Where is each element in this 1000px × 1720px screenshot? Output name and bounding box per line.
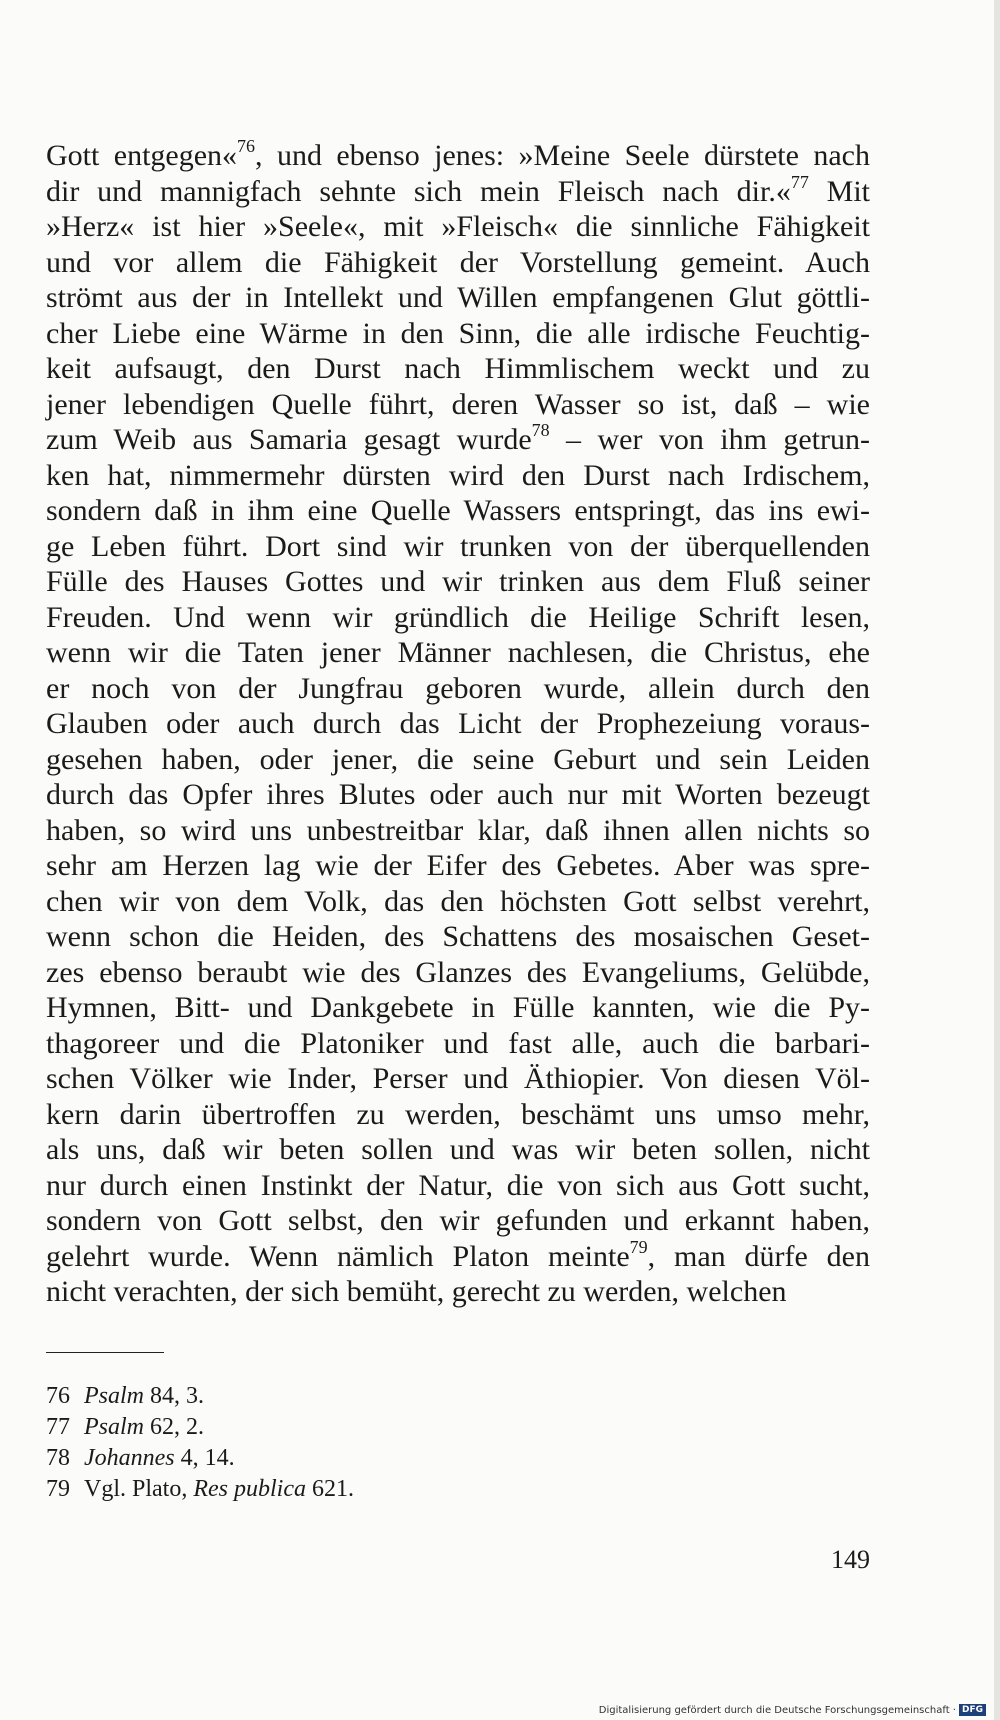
text-line <box>46 422 870 458</box>
text-segment: »Herz« ist hier »Seele«, mit »Fleisch« die sinnliche Fähigkeit <box>46 210 870 243</box>
footnote-reference: 4, 14. <box>174 1445 235 1471</box>
text-line <box>46 458 870 494</box>
footnote-source-title: Johannes <box>84 1445 175 1471</box>
text-segment: nicht verachten, der sich bemüht, gerecht zu werden, welchen <box>46 1275 787 1308</box>
text-line <box>46 1132 870 1168</box>
text-segment: kern darin übertroffen zu werden, beschämt uns umso mehr, <box>46 1097 870 1131</box>
footnote-source-title: Res publica <box>193 1476 306 1502</box>
footnote-reference: 621. <box>305 1476 354 1502</box>
footnote-ref: 76 <box>237 136 256 156</box>
body-text <box>46 138 870 1310</box>
text-segment: cher Liebe eine Wärme in den Sinn, die alle irdische Feuchtig- <box>46 316 870 350</box>
text-line <box>46 1061 870 1097</box>
text-line <box>46 493 870 529</box>
text-segment: thagoreer und die Platoniker und fast alle, auch die barbari- <box>46 1026 870 1060</box>
text-line <box>46 1203 870 1239</box>
footnote-number: 76 <box>46 1383 70 1409</box>
text-line <box>46 919 870 955</box>
text-segment: und vor allem die Fähigkeit der Vorstellung gemeint. Auch <box>46 245 870 279</box>
text-line <box>46 1168 870 1204</box>
text-line <box>46 600 870 636</box>
text-segment: – wer von ihm getrun- <box>549 423 870 456</box>
digitization-credit <box>599 1704 986 1716</box>
footnote <box>46 1412 746 1443</box>
text-segment: zes ebenso beraubt wie des Glanzes des Evangeliums, Gelübde, <box>46 955 870 989</box>
text-line <box>46 777 870 813</box>
footnote-reference: 84, 3. <box>144 1383 204 1409</box>
text-segment: wenn schon die Heiden, des Schattens des mosaischen Geset- <box>46 920 870 953</box>
footnote-rule <box>46 1352 164 1353</box>
page-edge <box>994 0 1000 1720</box>
footnotes <box>46 1381 746 1505</box>
text-line <box>46 955 870 991</box>
text-line <box>46 1274 870 1310</box>
text-segment: wenn wir die Taten jener Männer nachlesen, die Christus, ehe <box>46 636 870 669</box>
footnote-ref: 77 <box>790 171 809 192</box>
text-line <box>46 813 870 849</box>
text-segment: sondern von Gott selbst, den wir gefunden und erkannt haben, <box>46 1204 870 1237</box>
footnote <box>46 1474 746 1505</box>
text-segment: zum Weib aus Samaria gesagt wurde <box>46 423 532 456</box>
text-segment: strömt aus der in Intellekt und Willen empfangenen Glut göttli- <box>46 281 870 314</box>
footnote-ref: 78 <box>531 420 550 440</box>
text-line <box>46 564 870 600</box>
text-line <box>46 316 870 352</box>
text-line <box>46 245 870 281</box>
text-line <box>46 742 870 778</box>
text-segment: chen wir von dem Volk, das den höchsten Gott selbst verehrt, <box>46 884 870 918</box>
text-segment: , man dürfe den <box>647 1239 870 1273</box>
text-line <box>46 884 870 920</box>
text-line <box>46 1097 870 1133</box>
text-line <box>46 209 870 245</box>
text-segment: jener lebendigen Quelle führt, deren Wasser so ist, daß – wie <box>46 387 870 421</box>
text-line <box>46 280 870 316</box>
footnote-source-title: Psalm <box>84 1383 144 1409</box>
text-segment: , und ebenso jenes: »Meine Seele dürstete nach <box>255 139 870 172</box>
text-segment: Hymnen, Bitt- und Dankgebete in Fülle kannten, wie die Py- <box>46 991 870 1024</box>
page-number: 149 <box>831 1545 870 1574</box>
text-line <box>46 635 870 671</box>
text-line <box>46 529 870 565</box>
footnote-prefix: Vgl. Plato, <box>84 1476 194 1502</box>
footnote-ref: 79 <box>629 1236 648 1257</box>
text-segment: Mit <box>808 174 870 208</box>
text-line <box>46 171 870 210</box>
credit-text: Digitalisierung gefördert durch die Deutsche Forschungsgemeinschaft · <box>598 1705 956 1716</box>
text-line <box>46 351 870 387</box>
text-segment: gelehrt wurde. Wenn nämlich Platon meinte <box>46 1239 630 1273</box>
text-segment: keit aufsaugt, den Durst nach Himmlischem weckt und zu <box>46 352 870 385</box>
footnote-reference: 62, 2. <box>144 1414 204 1440</box>
text-segment: dir und mannigfach sehnte sich mein Fleisch nach dir.« <box>46 174 791 208</box>
text-segment: nur durch einen Instinkt der Natur, die von sich aus Gott sucht, <box>46 1168 870 1202</box>
text-segment: Gott entgegen« <box>46 139 238 172</box>
text-line <box>46 138 870 174</box>
text-segment: durch das Opfer ihres Blutes oder auch nur mit Worten bezeugt <box>46 778 870 811</box>
footnote-number: 77 <box>46 1414 70 1440</box>
text-segment: haben, so wird uns unbestreitbar klar, daß ihnen allen nichts so <box>46 813 870 847</box>
footnote-number: 79 <box>46 1476 70 1502</box>
text-line <box>46 706 870 742</box>
text-segment: Glauben oder auch durch das Licht der Prophezeiung voraus- <box>46 707 870 740</box>
text-segment: Fülle des Hauses Gottes und wir trinken aus dem Fluß seiner <box>46 565 870 598</box>
footnote-source-title: Psalm <box>84 1414 144 1440</box>
text-line <box>46 387 870 423</box>
text-line <box>46 671 870 707</box>
footnote <box>46 1381 746 1412</box>
text-segment: ge Leben führt. Dort sind wir trunken von der überquellenden <box>46 529 870 563</box>
text-line <box>46 1026 870 1062</box>
footnote-number: 78 <box>46 1445 70 1471</box>
dfg-logo: DFG <box>959 1704 986 1716</box>
text-segment: als uns, daß wir beten sollen und was wir beten sollen, nicht <box>46 1133 870 1166</box>
text-segment: Freuden. Und wenn wir gründlich die Heilige Schrift lesen, <box>46 600 870 634</box>
text-segment: sehr am Herzen lag wie der Eifer des Gebetes. Aber was spre- <box>46 849 870 882</box>
text-line <box>46 848 870 884</box>
text-line <box>46 1236 870 1275</box>
text-line <box>46 990 870 1026</box>
text-segment: ken hat, nimmermehr dürsten wird den Durst nach Irdischem, <box>46 458 870 492</box>
text-segment: er noch von der Jungfrau geboren wurde, allein durch den <box>46 671 870 705</box>
footnote <box>46 1443 746 1474</box>
text-segment: sondern daß in ihm eine Quelle Wassers entspringt, das ins ewi- <box>46 494 870 527</box>
text-segment: gesehen haben, oder jener, die seine Geburt und sein Leiden <box>46 742 870 776</box>
text-segment: schen Völker wie Inder, Perser und Äthiopier. Von diesen Völ- <box>46 1062 870 1095</box>
